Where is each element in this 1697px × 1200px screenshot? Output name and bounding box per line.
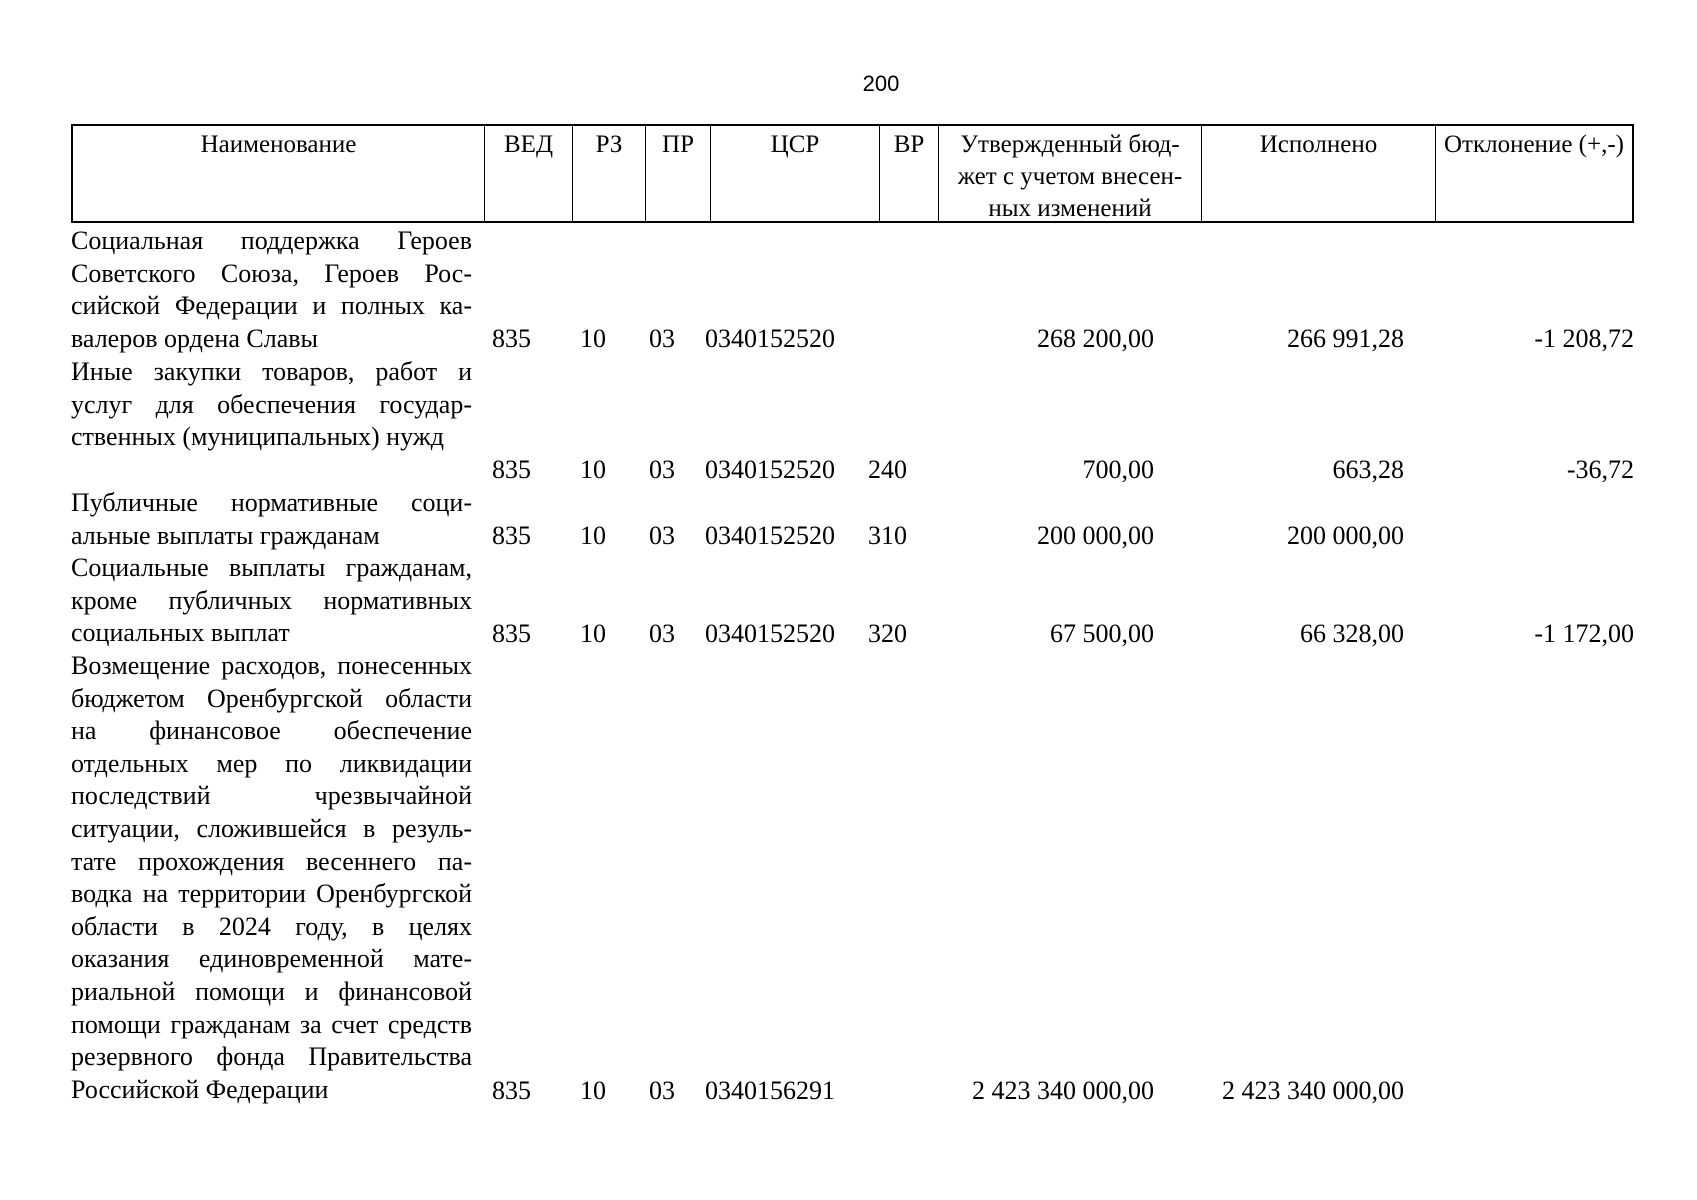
row-budget: 700,00 [1082,455,1154,484]
row-budget: 268 200,00 [1037,324,1154,353]
row-rz: 10 [580,324,606,353]
row-pr: 03 [649,455,675,484]
row-done: 66 328,00 [1300,619,1404,648]
row-budget: 67 500,00 [1050,619,1154,648]
table-row [71,487,1634,553]
row-vr: 320 [868,619,907,648]
row-budget: 200 000,00 [1037,521,1154,550]
page-number: 200 [862,71,900,96]
row-vr: 310 [868,521,907,550]
header-pr: ПР [646,126,711,221]
table-row [71,356,1634,488]
row-rz: 10 [580,619,606,648]
row-name: Социальные выплаты гражданам, кроме публичных нормативных социальных выплат [71,553,472,648]
row-pr: 03 [649,324,675,353]
row-rz: 10 [580,1076,606,1105]
header-ved: ВЕД [485,126,573,221]
table-row [71,552,1634,651]
row-csr: 0340152520 [705,619,835,648]
row-csr: 0340152520 [705,521,835,550]
table-row [71,225,1634,357]
row-deviation: -36,72 [1566,455,1634,484]
row-rz: 10 [580,455,606,484]
row-deviation: -1 172,00 [1534,619,1634,648]
row-done: 266 991,28 [1287,324,1404,353]
row-done: 663,28 [1332,455,1404,484]
row-ved: 835 [492,1076,531,1105]
row-csr: 0340152520 [705,455,835,484]
row-csr: 0340156291 [705,1076,835,1105]
row-ved: 835 [492,619,531,648]
row-ved: 835 [492,521,531,550]
row-name: Социальная поддержка Героев Советского Союза, Героев Российской Федерации и полных кавалеров ордена Славы [71,226,472,353]
table-row [71,650,1634,1110]
row-rz: 10 [580,521,606,550]
row-csr: 0340152520 [705,324,835,353]
row-done: 2 423 340 000,00 [1222,1076,1404,1105]
header-done: Исполнено [1202,126,1436,221]
row-name: Иные закупки товаров, работ и услуг для обеспечения государственных (муниципальных) нужд [71,357,472,452]
header-deviation: Отклонение (+,-) [1443,131,1624,158]
table-header [71,124,1634,223]
row-name: Возмещение расходов, понесенных бюджетом Оренбургской области на финансовое обеспечение отдельных мер по ликвидации последствий чрезвычайной ситуации, сложившейся в результате прохождения весеннего паводка на территории Оренбургской области в 2024 году, в целях оказания единовременной материальной помощи и финансовой помощи гражданам за счет средств резервного фонда Правительства Российской Федерации [71,651,472,1104]
row-done: 200 000,00 [1287,521,1404,550]
row-deviation: -1 208,72 [1534,324,1634,353]
row-pr: 03 [649,521,675,550]
row-pr: 03 [649,619,675,648]
row-name: Публичные нормативные социальные выплаты гражданам [71,488,472,550]
header-csr: ЦСР [711,126,880,221]
header-budget: Утвержденный бюд-жет с учетом внесен-ных изменений [939,126,1202,221]
row-budget: 2 423 340 000,00 [972,1076,1154,1105]
header-vr: ВР [880,126,939,221]
row-ved: 835 [492,455,531,484]
row-vr: 240 [868,455,907,484]
row-pr: 03 [649,1076,675,1105]
header-rz: РЗ [573,126,646,221]
header-name: Наименование [73,126,485,221]
row-ved: 835 [492,324,531,353]
